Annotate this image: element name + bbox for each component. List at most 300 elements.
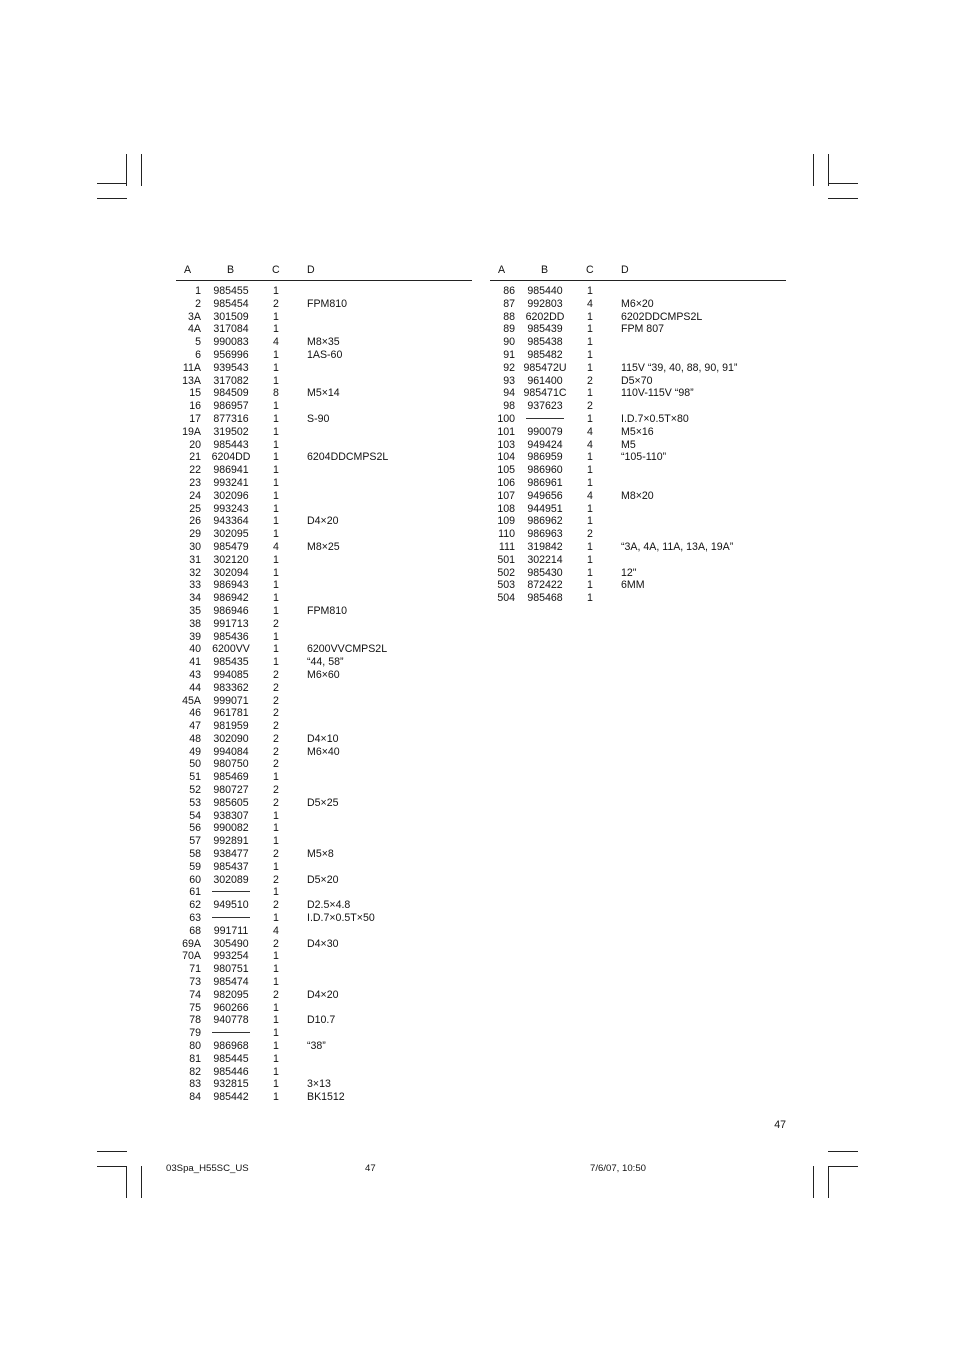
description: D4×30 xyxy=(307,937,339,950)
footer-filename: 03Spa_H55SC_US xyxy=(166,1163,249,1174)
description: D4×20 xyxy=(307,515,339,528)
crop-mark xyxy=(97,1151,127,1152)
quantity: 1 xyxy=(273,400,279,413)
table-row xyxy=(490,554,786,567)
quantity: 1 xyxy=(587,579,593,592)
ref-number: 41 xyxy=(189,656,201,669)
crop-mark xyxy=(813,154,814,186)
ref-number: 44 xyxy=(189,681,201,694)
table-row xyxy=(176,464,472,477)
table-row xyxy=(490,387,786,400)
quantity: 1 xyxy=(273,630,279,643)
part-code: 949510 xyxy=(213,899,249,912)
description: M5×14 xyxy=(307,387,340,400)
header-b: B xyxy=(541,264,549,276)
description: 110V-115V “98” xyxy=(621,387,694,400)
table-row xyxy=(176,554,472,567)
parts-table-left xyxy=(176,263,472,1104)
table-row xyxy=(176,1027,472,1040)
table-row xyxy=(176,771,472,784)
part-code: 986943 xyxy=(213,579,249,592)
header-c: C xyxy=(586,264,594,276)
quantity: 2 xyxy=(273,297,279,310)
quantity: 2 xyxy=(273,784,279,797)
ref-number: 29 xyxy=(189,528,201,541)
part-code: 302096 xyxy=(213,489,249,502)
table-row xyxy=(490,323,786,336)
quantity: 2 xyxy=(273,899,279,912)
crop-mark xyxy=(97,1166,127,1167)
quantity: 1 xyxy=(273,310,279,323)
table-row xyxy=(176,720,472,733)
quantity: 4 xyxy=(587,297,593,310)
quantity: 4 xyxy=(273,924,279,937)
description: M6×20 xyxy=(621,297,654,310)
ref-number: 90 xyxy=(503,336,515,349)
table-header xyxy=(490,263,786,281)
ref-number: 6 xyxy=(195,348,201,361)
table-row xyxy=(176,861,472,874)
quantity: 1 xyxy=(273,1001,279,1014)
description: D4×10 xyxy=(307,732,339,745)
ref-number: 89 xyxy=(503,323,515,336)
dash-line xyxy=(526,418,564,419)
part-code: 985469 xyxy=(213,771,249,784)
part-code: 993243 xyxy=(213,502,249,515)
ref-number: 109 xyxy=(497,515,515,528)
part-code: 990082 xyxy=(213,822,249,835)
table-row xyxy=(176,1053,472,1066)
ref-number: 3A xyxy=(188,310,201,323)
part-code: 980727 xyxy=(213,784,249,797)
table-row xyxy=(490,349,786,362)
part-code: 944951 xyxy=(527,502,563,515)
part-code: 999071 xyxy=(213,694,249,707)
quantity: 4 xyxy=(587,425,593,438)
ref-number: 34 xyxy=(189,592,201,605)
parts-table-right xyxy=(490,263,786,605)
table-row xyxy=(176,503,472,516)
quantity: 1 xyxy=(273,502,279,515)
ref-number: 54 xyxy=(189,809,201,822)
table-row xyxy=(176,426,472,439)
table-row xyxy=(490,541,786,554)
dash-line xyxy=(212,917,250,918)
dash-line xyxy=(212,891,250,892)
description: FPM810 xyxy=(307,297,348,310)
description: D5×70 xyxy=(621,374,653,387)
table-body xyxy=(176,285,472,1104)
quantity: 1 xyxy=(273,489,279,502)
table-row xyxy=(176,1014,472,1027)
part-code: 985472U xyxy=(523,361,567,374)
part-code: 986968 xyxy=(213,1040,249,1053)
table-row xyxy=(176,976,472,989)
quantity: 2 xyxy=(273,873,279,886)
ref-number: 69A xyxy=(182,937,201,950)
table-row xyxy=(176,733,472,746)
crop-mark xyxy=(97,183,127,184)
quantity: 1 xyxy=(273,912,279,925)
description: 6200VVCMPS2L xyxy=(307,643,388,656)
quantity: 2 xyxy=(273,694,279,707)
quantity: 2 xyxy=(273,758,279,771)
part-code: 985468 xyxy=(527,592,563,605)
quantity: 1 xyxy=(273,1027,279,1040)
quantity: 1 xyxy=(587,515,593,528)
crop-mark xyxy=(141,154,142,186)
part-code: 983362 xyxy=(213,681,249,694)
ref-number: 48 xyxy=(189,732,201,745)
part-code: 985479 xyxy=(213,540,249,553)
table-row xyxy=(176,810,472,823)
quantity: 1 xyxy=(273,1040,279,1053)
crop-mark xyxy=(126,1166,127,1198)
part-code: 990079 xyxy=(527,425,563,438)
ref-number: 16 xyxy=(189,400,201,413)
quantity: 1 xyxy=(273,1014,279,1027)
header-c: C xyxy=(272,264,280,276)
header-a: A xyxy=(184,264,192,276)
table-row xyxy=(490,451,786,464)
quantity: 1 xyxy=(587,387,593,400)
table-row xyxy=(176,618,472,631)
description: 115V “39, 40, 88, 90, 91” xyxy=(621,361,738,374)
ref-number: 45A xyxy=(182,694,201,707)
quantity: 1 xyxy=(273,1065,279,1078)
description: 6204DDCMPS2L xyxy=(307,451,389,464)
ref-number: 40 xyxy=(189,643,201,656)
part-code: 940778 xyxy=(213,1014,249,1027)
part-code xyxy=(521,413,569,426)
part-code: 937623 xyxy=(527,400,563,413)
table-row xyxy=(176,285,472,298)
table-header xyxy=(176,263,472,281)
part-code: 319502 xyxy=(213,425,249,438)
table-row xyxy=(176,682,472,695)
crop-mark xyxy=(828,1166,858,1167)
ref-number: 98 xyxy=(503,400,515,413)
part-code: 985442 xyxy=(213,1091,249,1104)
quantity: 1 xyxy=(587,451,593,464)
description: 1AS-60 xyxy=(307,348,343,361)
ref-number: 107 xyxy=(497,489,515,502)
table-row xyxy=(176,989,472,1002)
ref-number: 74 xyxy=(189,988,201,1001)
table-row xyxy=(490,400,786,413)
description: BK1512 xyxy=(307,1091,345,1104)
ref-number: 61 xyxy=(189,886,201,899)
quantity: 1 xyxy=(273,950,279,963)
quantity: 2 xyxy=(587,374,593,387)
description: M6×40 xyxy=(307,745,340,758)
part-code: 302090 xyxy=(213,732,249,745)
ref-number: 20 xyxy=(189,438,201,451)
quantity: 1 xyxy=(273,374,279,387)
description: D5×25 xyxy=(307,796,339,809)
quantity: 1 xyxy=(273,771,279,784)
part-code: 985446 xyxy=(213,1065,249,1078)
ref-number: 80 xyxy=(189,1040,201,1053)
ref-number: 71 xyxy=(189,963,201,976)
quantity: 1 xyxy=(273,464,279,477)
quantity: 1 xyxy=(273,425,279,438)
description: 12" xyxy=(621,566,637,579)
ref-number: 93 xyxy=(503,374,515,387)
quantity: 1 xyxy=(587,336,593,349)
table-row xyxy=(490,285,786,298)
table-row xyxy=(490,477,786,490)
part-code: 985482 xyxy=(527,348,563,361)
table-row xyxy=(176,707,472,720)
description: D2.5×4.8 xyxy=(307,899,351,912)
quantity: 2 xyxy=(273,937,279,950)
part-code: 960266 xyxy=(213,1001,249,1014)
table-row xyxy=(176,874,472,887)
ref-number: 87 xyxy=(503,297,515,310)
quantity: 1 xyxy=(273,285,279,297)
ref-number: 39 xyxy=(189,630,201,643)
quantity: 1 xyxy=(273,976,279,989)
part-code: 877316 xyxy=(213,412,249,425)
header-d: D xyxy=(621,264,629,276)
ref-number: 503 xyxy=(497,579,515,592)
part-code: 980751 xyxy=(213,963,249,976)
ref-number: 47 xyxy=(189,720,201,733)
quantity: 1 xyxy=(273,1052,279,1065)
ref-number: 504 xyxy=(497,592,515,605)
table-row xyxy=(176,567,472,580)
table-row xyxy=(176,938,472,951)
table-row xyxy=(176,963,472,976)
table-row xyxy=(176,311,472,324)
quantity: 1 xyxy=(273,886,279,899)
part-code: 994085 xyxy=(213,668,249,681)
header-b: B xyxy=(227,264,235,276)
description: I.D.7×0.5T×50 xyxy=(307,912,375,925)
table-row xyxy=(176,515,472,528)
quantity: 1 xyxy=(587,553,593,566)
table-row xyxy=(176,1002,472,1015)
page-number: 47 xyxy=(774,1119,786,1131)
ref-number: 91 xyxy=(503,348,515,361)
quantity: 1 xyxy=(587,310,593,323)
quantity: 2 xyxy=(273,668,279,681)
quantity: 1 xyxy=(273,1078,279,1091)
part-code: 956996 xyxy=(213,348,249,361)
table-row xyxy=(176,451,472,464)
part-code: 938477 xyxy=(213,848,249,861)
ref-number: 24 xyxy=(189,489,201,502)
table-row xyxy=(176,835,472,848)
ref-number: 88 xyxy=(503,310,515,323)
table-row xyxy=(490,464,786,477)
crop-mark xyxy=(813,1166,814,1198)
part-code: 985605 xyxy=(213,796,249,809)
quantity: 2 xyxy=(273,796,279,809)
quantity: 1 xyxy=(587,476,593,489)
description: FPM810 xyxy=(307,604,348,617)
part-code: 986959 xyxy=(527,451,563,464)
ref-number: 38 xyxy=(189,617,201,630)
part-code: 992891 xyxy=(213,835,249,848)
quantity: 1 xyxy=(587,566,593,579)
part-code: 993254 xyxy=(213,950,249,963)
quantity: 2 xyxy=(273,988,279,1001)
ref-number: 78 xyxy=(189,1014,201,1027)
ref-number: 21 xyxy=(189,451,201,464)
ref-number: 79 xyxy=(189,1027,201,1040)
part-code: 985454 xyxy=(213,297,249,310)
part-code: 319842 xyxy=(527,540,563,553)
ref-number: 111 xyxy=(498,540,515,553)
table-row xyxy=(176,950,472,963)
description: M8×25 xyxy=(307,540,340,553)
ref-number: 59 xyxy=(189,860,201,873)
part-code: 990083 xyxy=(213,336,249,349)
table-row xyxy=(490,439,786,452)
table-row xyxy=(490,298,786,311)
ref-number: 56 xyxy=(189,822,201,835)
table-row xyxy=(176,1066,472,1079)
description: M6×60 xyxy=(307,668,340,681)
ref-number: 33 xyxy=(189,579,201,592)
ref-number: 70A xyxy=(182,950,201,963)
ref-number: 502 xyxy=(497,566,515,579)
part-code: 986961 xyxy=(527,476,563,489)
part-code: 932815 xyxy=(213,1078,249,1091)
table-row xyxy=(176,669,472,682)
ref-number: 31 xyxy=(189,553,201,566)
quantity: 1 xyxy=(273,528,279,541)
table-row xyxy=(176,528,472,541)
table-row xyxy=(176,387,472,400)
part-code: 961400 xyxy=(527,374,563,387)
quantity: 1 xyxy=(273,592,279,605)
quantity: 1 xyxy=(273,822,279,835)
ref-number: 4A xyxy=(188,323,201,336)
description: M8×35 xyxy=(307,336,340,349)
part-code: 991713 xyxy=(213,617,249,630)
description: “3A, 4A, 11A, 13A, 19A” xyxy=(621,540,734,553)
quantity: 4 xyxy=(587,438,593,451)
quantity: 2 xyxy=(273,720,279,733)
table-row xyxy=(490,375,786,388)
part-code: 302094 xyxy=(213,566,249,579)
part-code: 986946 xyxy=(213,604,249,617)
part-code: 985435 xyxy=(213,656,249,669)
part-code: 986941 xyxy=(213,464,249,477)
table-row xyxy=(490,592,786,605)
ref-number: 84 xyxy=(189,1091,201,1104)
part-code: 981959 xyxy=(213,720,249,733)
ref-number: 68 xyxy=(189,924,201,937)
crop-mark xyxy=(828,1166,829,1198)
part-code: 985471C xyxy=(523,387,567,400)
quantity: 1 xyxy=(273,566,279,579)
part-code xyxy=(207,1027,255,1040)
part-code: 980750 xyxy=(213,758,249,771)
ref-number: 60 xyxy=(189,873,201,886)
quantity: 1 xyxy=(273,451,279,464)
crop-mark xyxy=(97,198,127,199)
ref-number: 94 xyxy=(503,387,515,400)
quantity: 2 xyxy=(273,681,279,694)
part-code: 6200VV xyxy=(212,643,250,656)
ref-number: 50 xyxy=(189,758,201,771)
description: D5×20 xyxy=(307,873,339,886)
quantity: 1 xyxy=(273,412,279,425)
quantity: 2 xyxy=(273,707,279,720)
description: 6MM xyxy=(621,579,645,592)
ref-number: 1 xyxy=(195,285,201,297)
part-code: 986962 xyxy=(527,515,563,528)
table-row xyxy=(490,567,786,580)
header-d: D xyxy=(307,264,315,276)
ref-number: 30 xyxy=(189,540,201,553)
ref-number: 15 xyxy=(189,387,201,400)
table-row xyxy=(176,336,472,349)
ref-number: 51 xyxy=(189,771,201,784)
quantity: 1 xyxy=(273,361,279,374)
quantity: 1 xyxy=(273,1091,279,1104)
description: M8×20 xyxy=(621,489,654,502)
ref-number: 58 xyxy=(189,848,201,861)
description: 3×13 xyxy=(307,1078,331,1091)
ref-number: 105 xyxy=(497,464,515,477)
ref-number: 501 xyxy=(497,553,515,566)
part-code: 985438 xyxy=(527,336,563,349)
table-row xyxy=(176,439,472,452)
ref-number: 11A xyxy=(182,361,201,374)
ref-number: 75 xyxy=(189,1001,201,1014)
quantity: 1 xyxy=(587,412,593,425)
part-code: 985430 xyxy=(527,566,563,579)
quantity: 2 xyxy=(273,732,279,745)
header-a: A xyxy=(498,264,506,276)
table-row xyxy=(176,643,472,656)
ref-number: 81 xyxy=(189,1052,201,1065)
table-row xyxy=(176,656,472,669)
part-code: 985436 xyxy=(213,630,249,643)
part-code: 6202DD xyxy=(525,310,565,323)
table-body xyxy=(490,285,786,605)
quantity: 1 xyxy=(273,579,279,592)
description: M5 xyxy=(621,438,636,451)
table-row xyxy=(490,426,786,439)
table-row xyxy=(490,311,786,324)
part-code: 985440 xyxy=(527,285,563,297)
ref-number: 103 xyxy=(497,438,515,451)
part-code: 984509 xyxy=(213,387,249,400)
part-code: 317084 xyxy=(213,323,249,336)
ref-number: 22 xyxy=(189,464,201,477)
table-row xyxy=(176,925,472,938)
part-code: 986960 xyxy=(527,464,563,477)
quantity: 2 xyxy=(273,848,279,861)
ref-number: 106 xyxy=(497,476,515,489)
part-code: 302214 xyxy=(527,553,563,566)
ref-number: 73 xyxy=(189,976,201,989)
ref-number: 43 xyxy=(189,668,201,681)
crop-mark xyxy=(141,1166,142,1198)
quantity: 1 xyxy=(587,464,593,477)
quantity: 1 xyxy=(273,476,279,489)
part-code: 992803 xyxy=(527,297,563,310)
ref-number: 52 xyxy=(189,784,201,797)
part-code: 305490 xyxy=(213,937,249,950)
ref-number: 5 xyxy=(195,336,201,349)
